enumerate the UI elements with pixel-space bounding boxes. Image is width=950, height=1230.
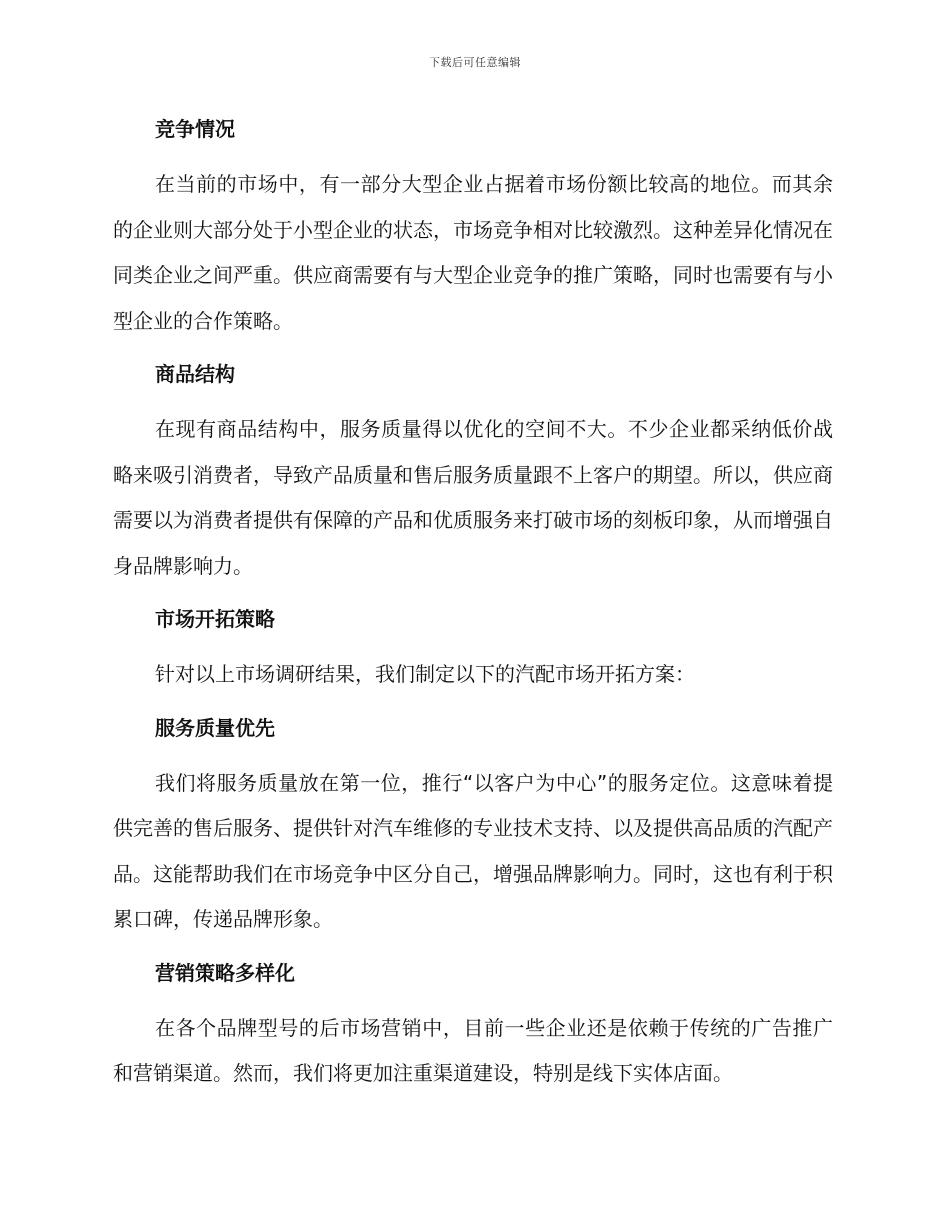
page-header-note: 下载后可任意编辑 <box>429 56 521 69</box>
section-paragraph-product-structure: 在现有商品结构中，服务质量得以优化的空间不大。不少企业都采纳低价战略来吸引消费者，导致产品质量和售后服务质量跟不上客户的期望。所以，供应商需要以为消费者提供有保障的产品和优质服务来打破市场的刻板印象，从而增强自身品牌影响力。 <box>113 417 833 578</box>
section-heading-marketing-diversification: 营销策略多样化 <box>155 960 295 985</box>
section-heading-product-structure: 商品结构 <box>155 362 235 386</box>
document-body <box>113 112 833 1097</box>
section-heading-market-strategy: 市场开拓策略 <box>155 607 275 631</box>
section-paragraph-service-quality: 我们将服务质量放在第一位，推行“以客户为中心”的服务定位。这意味着提供完善的售后服务、提供针对汽车维修的专业技术支持、以及提供高品质的汽配产品。这能帮助我们在市场竞争中区分自己，增强品牌影响力。同时，这也有利于积累口碑，传递品牌形象。 <box>113 770 833 931</box>
section-heading-competition: 竞争情况 <box>155 117 235 141</box>
section-paragraph-marketing-diversification: 在各个品牌型号的后市场营销中，目前一些企业还是依赖于传统的广告推广和营销渠道。然而，我们将更加注重渠道建设，特别是线下实体店面。 <box>113 1015 833 1085</box>
section-heading-service-quality: 服务质量优先 <box>155 715 275 740</box>
section-paragraph-competition: 在当前的市场中，有一部分大型企业占据着市场份额比较高的地位。而其余的企业则大部分处于小型企业的状态，市场竞争相对比较激烈。这种差异化情况在同类企业之间严重。供应商需要有与大型企业竞争的推广策略，同时也需要有与小型企业的合作策略。 <box>113 172 833 333</box>
section-paragraph-market-strategy: 针对以上市场调研结果，我们制定以下的汽配市场开拓方案： <box>155 662 695 686</box>
